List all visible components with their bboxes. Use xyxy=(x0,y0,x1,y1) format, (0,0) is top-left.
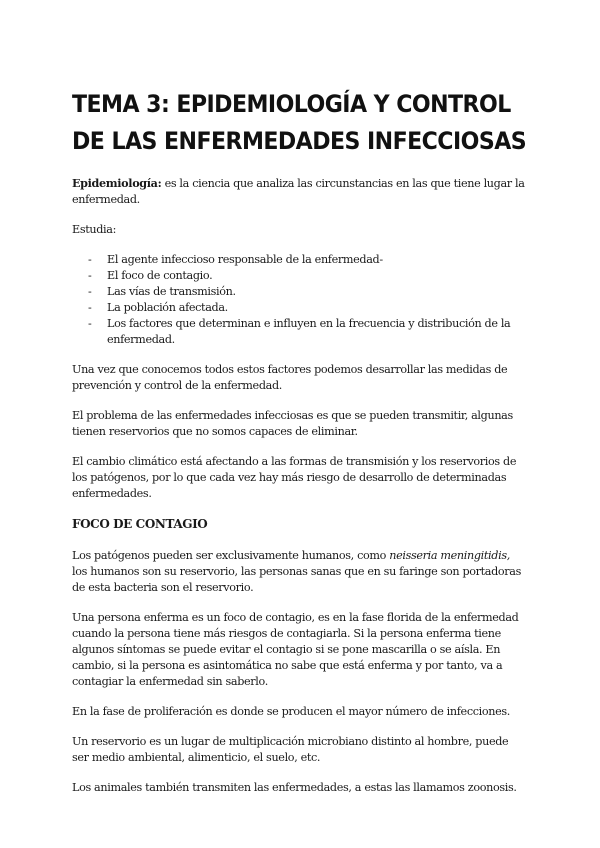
bullet-dash: - xyxy=(88,301,92,314)
list-item xyxy=(88,252,528,268)
list-item-text: Los factores que determinan e influyen en la frecuencia y distribución de la enfermedad. xyxy=(107,317,511,346)
list-item xyxy=(88,268,528,284)
list-item xyxy=(88,284,528,300)
list-item-text: El agente infeccioso responsable de la enfermedad- xyxy=(107,253,383,266)
focus-paragraph: Los animales también transmiten las enfermedades, a estas las llamamos zoonosis. xyxy=(72,781,517,794)
bullet-dash: - xyxy=(88,285,92,298)
focus-text-before: Los patógenos pueden ser exclusivamente humanos, como xyxy=(72,549,390,562)
focus-paragraph: Un reservorio es un lugar de multiplicación microbiano distinto al hombre, puede ser medio ambiental, alimenticio, el suelo, etc. xyxy=(72,735,509,764)
studies-label: Estudia: xyxy=(72,223,116,236)
bullet-dash: - xyxy=(88,317,92,330)
document-body xyxy=(72,175,528,796)
definition-text: es la ciencia que analiza las circunstancias en las que tiene lugar la enfermedad. xyxy=(72,177,525,206)
list-item xyxy=(88,316,528,348)
list-item xyxy=(88,300,528,316)
pathogen-name: neisseria meningitidis, xyxy=(389,549,510,562)
intro-paragraph: El cambio climático está afectando a las formas de transmisión y los reservorios de los patógenos, por lo que cada vez hay más riesgo de desarrollo de determinadas enfermedades. xyxy=(72,455,517,500)
focus-paragraph: En la fase de proliferación es donde se producen el mayor número de infecciones. xyxy=(72,705,510,718)
focus-text-after: los humanos son su reservorio, las personas sanas que en su faringe son portadoras de esta bacteria son el reservorio. xyxy=(72,565,522,594)
focus-paragraph xyxy=(72,548,528,596)
definition-term: Epidemiología: xyxy=(72,176,162,190)
definition-paragraph xyxy=(72,175,528,208)
list-item-text: Las vías de transmisión. xyxy=(107,285,236,298)
page-title: TEMA 3: EPIDEMIOLOGÍA Y CONTROL DE LAS ENFERMEDADES INFECCIOSAS xyxy=(72,90,527,155)
studies-list xyxy=(72,252,528,348)
bullet-dash: - xyxy=(88,269,92,282)
intro-paragraph: Una vez que conocemos todos estos factores podemos desarrollar las medidas de prevención y control de la enfermedad. xyxy=(72,363,508,392)
list-item-text: El foco de contagio. xyxy=(107,269,213,282)
focus-paragraph: Una persona enferma es un foco de contagio, es en la fase florida de la enfermedad cuando la persona tiene más riesgos de contagiarla. Si la persona enferma tiene algunos síntomas se puede evitar el contagio si se pone mascarilla o se aísla. En cambio, si la persona es asintomática no sabe que está enferma y por tanto, va a contagiar la enfermedad sin saberlo. xyxy=(72,611,519,688)
list-item-text: La población afectada. xyxy=(107,301,228,314)
intro-paragraph: El problema de las enfermedades infecciosas es que se pueden transmitir, algunas tienen reservorios que no somos capaces de eliminar. xyxy=(72,409,513,438)
bullet-dash: - xyxy=(88,253,92,266)
section-heading: FOCO DE CONTAGIO xyxy=(72,517,208,531)
